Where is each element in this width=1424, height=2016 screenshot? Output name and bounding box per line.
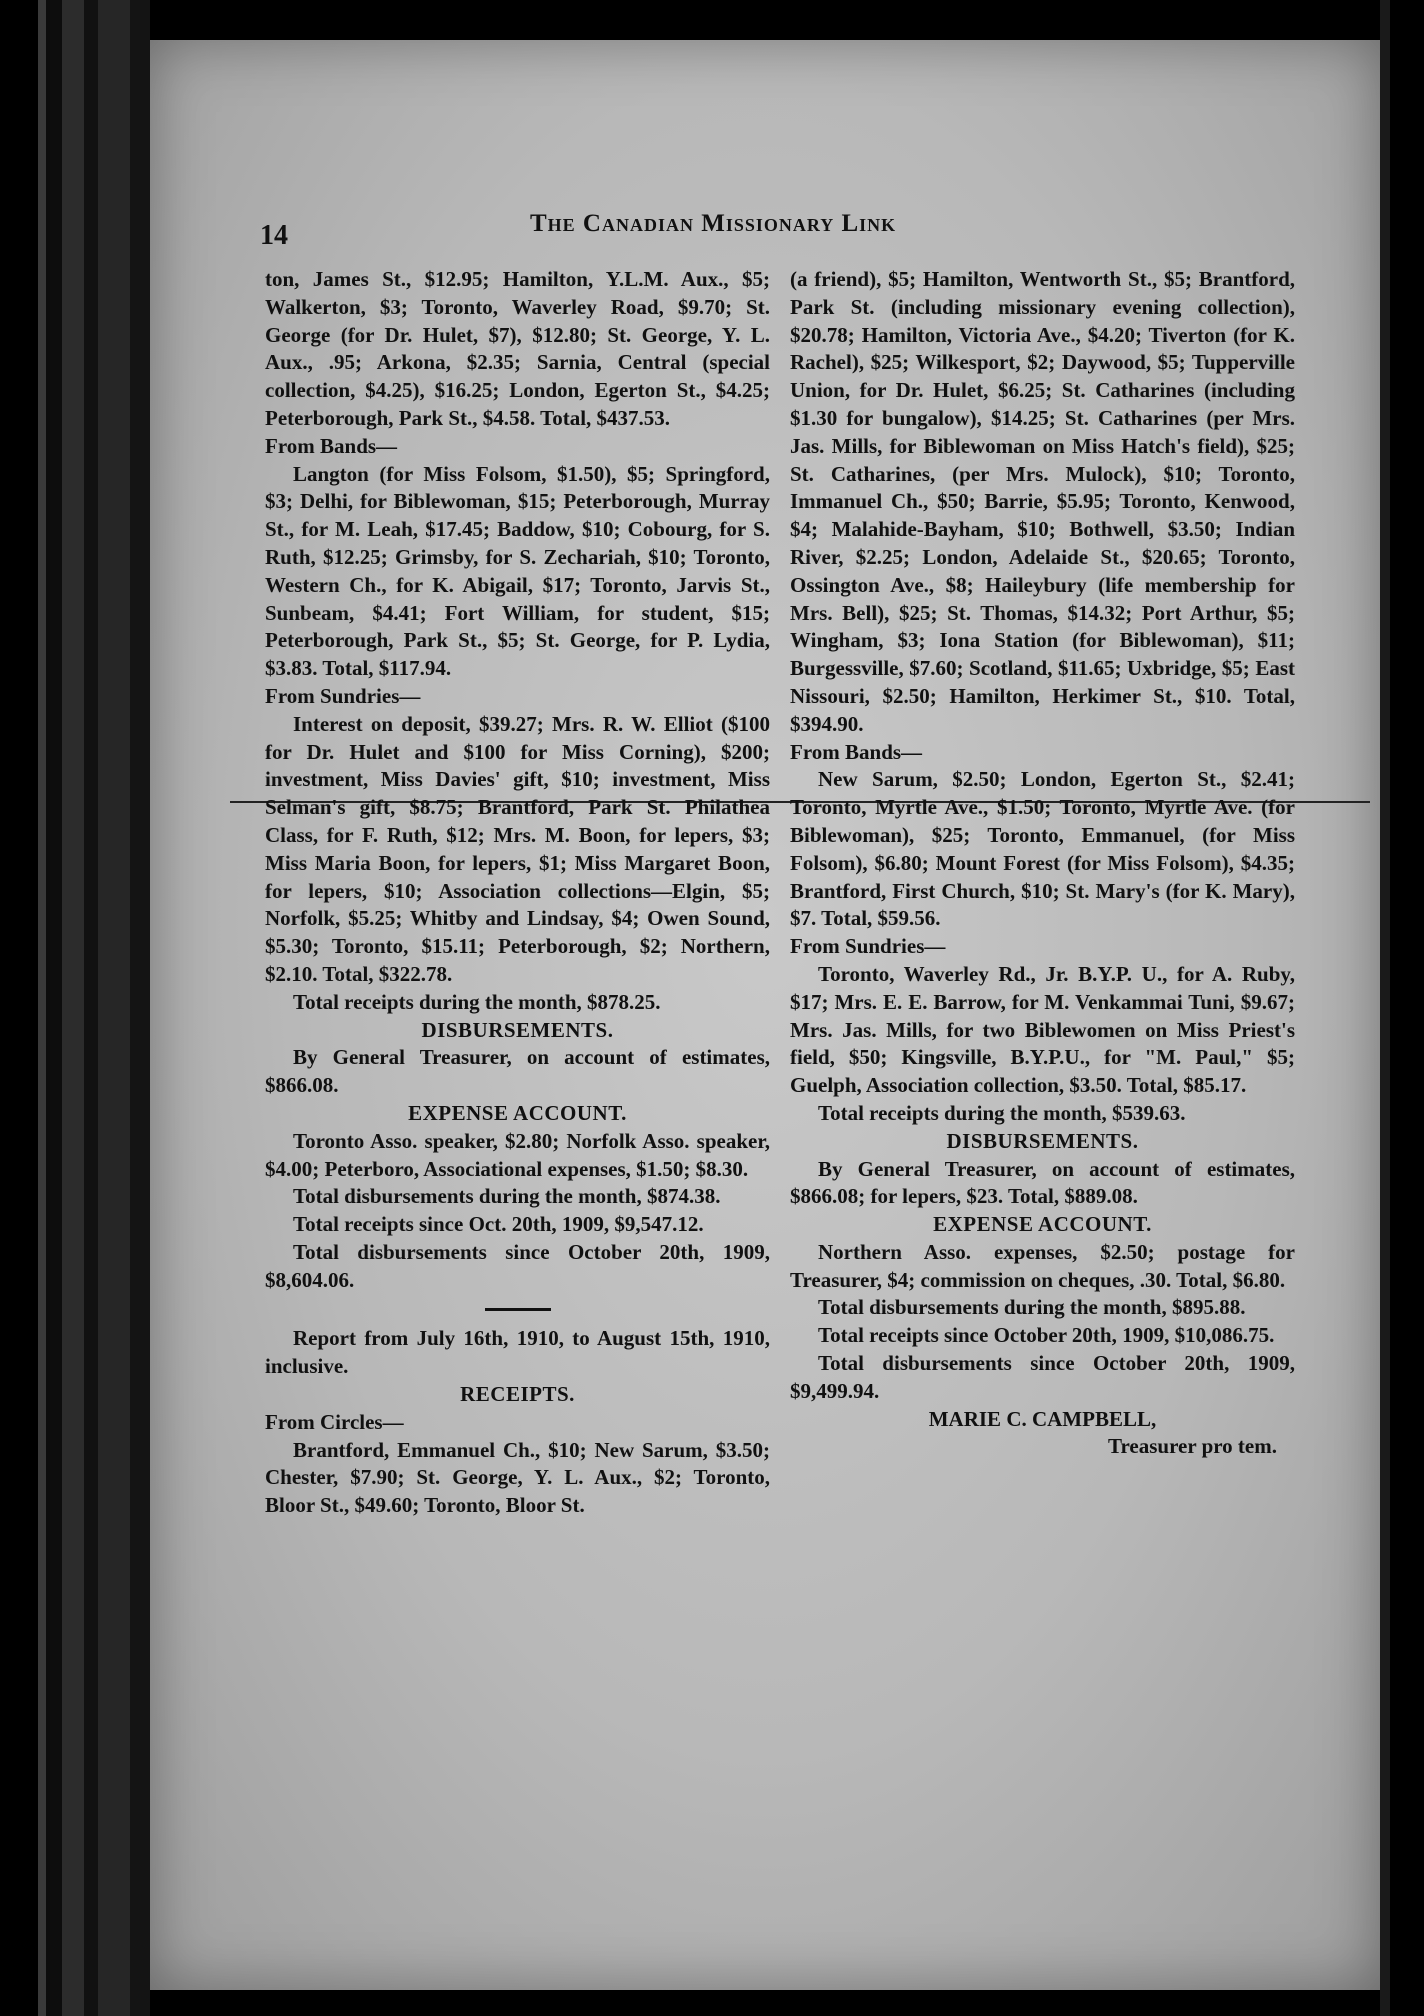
paragraph: Total receipts since Oct. 20th, 1909, $9,547.12.: [293, 1212, 704, 1237]
paragraph: Langton (for Miss Folsom, $1.50), $5; Springford, $3; Delhi, for Biblewoman, $15; Peterborough, Murray St., for M. Leah, $17.45; Baddow, $10; Cobourg, for S. Ruth, $12.25; Grimsby, for S. Zechariah, $10; Toronto, Western Ch., for K. Abigail, $17; Toronto, Jarvis St., Sunbeam, $4.41; Fort William, for student, $15; Peterborough, Park St., $5; St. George, for P. Lydia, $3.83. Total, $117.94.: [265, 461, 770, 681]
section-heading: RECEIPTS.: [460, 1382, 575, 1407]
section-heading: EXPENSE ACCOUNT.: [933, 1212, 1152, 1237]
section-label: From Bands—: [790, 739, 923, 764]
document-page: [150, 40, 1380, 1990]
scan-right-edge: [1380, 0, 1424, 2016]
paragraph: By General Treasurer, on account of estimates, $866.08.: [265, 1045, 770, 1098]
section-label: From Sundries—: [265, 683, 421, 708]
paragraph: Toronto Asso. speaker, $2.80; Norfolk Asso. speaker, $4.00; Peterboro, Associational expenses, $1.50; $8.30.: [265, 1128, 770, 1181]
section-label: From Circles—: [265, 1409, 404, 1434]
paragraph: Toronto, Waverley Rd., Jr. B.Y.P. U., for A. Ruby, $17; Mrs. E. E. Barrow, for M. Venkammai Tuni, $9.67; Mrs. Jas. Mills, for two Biblewomen on Miss Priest's field, $50; Kingsville, B.Y.P.U., for "M. Paul," $5; Guelph, Association collection, $3.50. Total, $85.17.: [790, 961, 1295, 1098]
signature-title: Treasurer pro tem.: [1108, 1434, 1277, 1459]
paragraph: Total disbursements since October 20th, 1909, $8,604.06.: [265, 1239, 770, 1292]
left-column: [265, 266, 770, 1520]
paragraph: Total disbursements during the month, $895.88.: [818, 1295, 1246, 1320]
section-heading: EXPENSE ACCOUNT.: [408, 1100, 627, 1125]
scan-left-edge: [0, 0, 150, 2016]
section-label: From Bands—: [265, 433, 398, 458]
section-heading: DISBURSEMENTS.: [421, 1017, 614, 1042]
paragraph: Total receipts since October 20th, 1909, $10,086.75.: [818, 1323, 1275, 1348]
paragraph: Total disbursements during the month, $874.38.: [293, 1184, 721, 1209]
section-divider: [485, 1308, 551, 1311]
paragraph-continued: (a friend), $5; Hamilton, Wentworth St., $5; Brantford, Park St. (including missionary evening collection), $20.78; Hamilton, Victoria Ave., $4.20; Tiverton (for K. Rachel), $25; Wilkesport, $2; Daywood, $5; Tupperville Union, for Dr. Hulet, $6.25; St. Catharines (including $1.30 for bungalow), $14.25; St. Catharines (per Mrs. Jas. Mills, for Biblewoman on Miss Hatch's field), $25; St. Catharines, (per Mrs. Mulock), $10; Toronto, Immanuel Ch., $50; Barrie, $5.95; Toronto, Kenwood, $4; Malahide-Bayham, $10; Bothwell, $3.50; Indian River, $2.25; London, Adelaide St., $20.65; Toronto, Ossington Ave., $8; Haileybury (life membership for Mrs. Bell), $25; St. Thomas, $14.32; Port Arthur, $5; Wingham, $3; Iona Station (for Biblewoman), $11; Burgessville, $7.60; Scotland, $11.65; Uxbridge, $5; East Nissouri, $2.50; Hamilton, Herkimer St., $10. Total, $394.90.: [790, 267, 1295, 736]
paragraph: Total disbursements since October 20th, 1909, $9,499.94.: [790, 1351, 1295, 1403]
right-column: [790, 266, 1295, 1461]
section-label: From Sundries—: [790, 934, 946, 959]
paragraph: Report from July 16th, 1910, to August 15th, 1910, inclusive.: [265, 1326, 770, 1379]
paragraph: Total receipts during the month, $878.25.: [293, 989, 661, 1014]
paragraph: Northern Asso. expenses, $2.50; postage for Treasurer, $4; commission on cheques, .30. Total, $6.80.: [790, 1239, 1295, 1292]
paragraph: Total receipts during the month, $539.63.: [818, 1100, 1186, 1125]
section-heading: DISBURSEMENTS.: [946, 1128, 1139, 1153]
paragraph: By General Treasurer, on account of estimates, $866.08; for lepers, $23. Total, $889.08.: [790, 1156, 1295, 1209]
paragraph: Interest on deposit, $39.27; Mrs. R. W. Elliot ($100 for Dr. Hulet and $100 for Miss Corning), $200; investment, Miss Davies' gift, $10; investment, Miss Selman's gift, $8.75; Brantford, Park St. Philathea Class, for F. Ruth, $12; Mrs. M. Boon, for lepers, $3; Miss Maria Boon, for lepers, $1; Miss Margaret Boon, for lepers, $10; Association collections—Elgin, $5; Norfolk, $5.25; Whitby and Lindsay, $4; Owen Sound, $5.30; Toronto, $15.11; Peterborough, $2; Northern, $2.10. Total, $322.78.: [265, 711, 770, 986]
paragraph: Brantford, Emmanuel Ch., $10; New Sarum, $3.50; Chester, $7.90; St. George, Y. L. Aux., $2; Toronto, Bloor St., $49.60; Toronto, Bloor St.: [265, 1437, 770, 1518]
running-title: The Canadian Missionary Link: [530, 210, 897, 237]
paragraph-continued: ton, James St., $12.95; Hamilton, Y.L.M. Aux., $5; Walkerton, $3; Toronto, Waverley Road, $9.70; St. George (for Dr. Hulet, $7), $12.80; St. George, Y. L. Aux., .95; Arkona, $2.35; Sarnia, Central (special collection, $4.25), $16.25; London, Egerton St., $4.25; Peterborough, Park St., $4.58. Total, $437.53.: [265, 267, 770, 430]
page-number: 14: [260, 220, 288, 251]
paragraph: New Sarum, $2.50; London, Egerton St., $2.41; Toronto, Myrtle Ave., $1.50; Toronto, Myrtle Ave. (for Biblewoman), $25; Toronto, Emmanuel, (for Miss Folsom), $6.80; Mount Forest (for Miss Folsom), $4.35; Brantford, First Church, $10; St. Mary's (for K. Mary), $7. Total, $59.56.: [790, 767, 1295, 931]
signature-name: MARIE C. CAMPBELL,: [928, 1406, 1157, 1431]
